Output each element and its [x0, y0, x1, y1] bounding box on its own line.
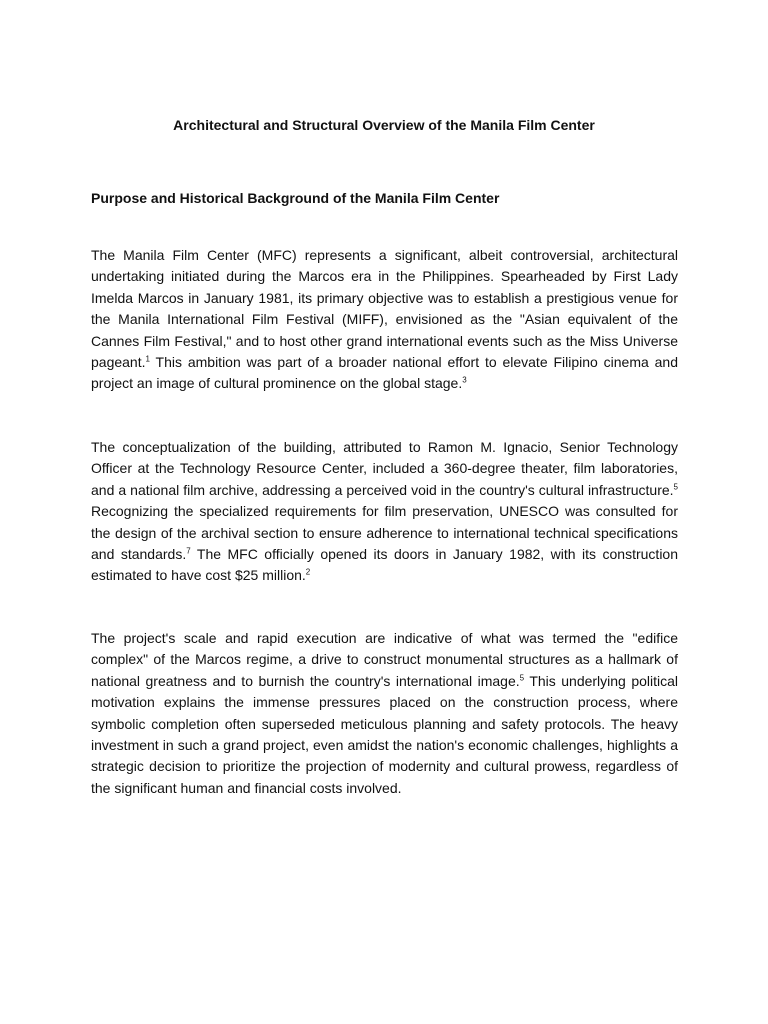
paragraph-3: [91, 628, 678, 799]
paragraph-text: The conceptualization of the building, attributed to Ramon M. Ignacio, Senior Technology Officer at the Technology Resource Center, included a 360-degree theater, film laboratories, and a national film archive, addressing a perceived void in the country's cultural infrastructure.: [91, 439, 678, 498]
paragraph-2: [91, 437, 678, 587]
paragraph-text: This underlying political motivation explains the immense pressures placed on the construction process, where symbolic completion often superseded meticulous planning and safety protocols. The heavy investment in such a grand project, even amidst the nation's economic challenges, highlights a strategic decision to prioritize the projection of modernity and cultural prowess, regardless of the significant human and financial costs involved.: [91, 672, 679, 796]
paragraph-text: The Manila Film Center (MFC) represents a significant, albeit controversial, architectural undertaking initiated during the Marcos era in the Philippines. Spearheaded by First Lady Imelda Marcos in January 1981, its primary objective was to establish a prestigious venue for the Manila International Film Festival (MIFF), envisioned as the "Asian equivalent of the Cannes Film Festival," and to host other grand international events such as the Miss Universe pageant.: [91, 247, 678, 371]
paragraph-text: Recognizing the specialized requirements for film preservation, UNESCO was consulted for the design of the archival section to ensure adherence to international technical specifications and standards.: [91, 503, 678, 563]
footnote-marker: 2: [305, 567, 311, 577]
paragraph-text: The project's scale and rapid execution are indicative of what was termed the "edifice complex" of the Marcos regime, a drive to construct monumental structures as a hallmark of national greatness and to burnish the country's international image.: [91, 630, 678, 689]
footnote-marker: 7: [186, 546, 191, 556]
document-title: Architectural and Structural Overview of the Manila Film Center: [173, 117, 595, 133]
footnote-marker: 3: [462, 375, 467, 385]
footnote-marker: 1: [145, 354, 150, 364]
section-heading: Purpose and Historical Background of the Manila Film Center: [91, 190, 500, 206]
paragraph-text: The MFC officially opened its doors in January 1982, with its construction estimated to have cost $25 million.: [91, 546, 679, 584]
footnote-marker: 5: [673, 482, 678, 492]
paragraph-text: This ambition was part of a broader national effort to elevate Filipino cinema and project an image of cultural prominence on the global stage.: [91, 354, 678, 392]
paragraph-1: [91, 245, 678, 395]
footnote-marker: 5: [519, 673, 525, 683]
